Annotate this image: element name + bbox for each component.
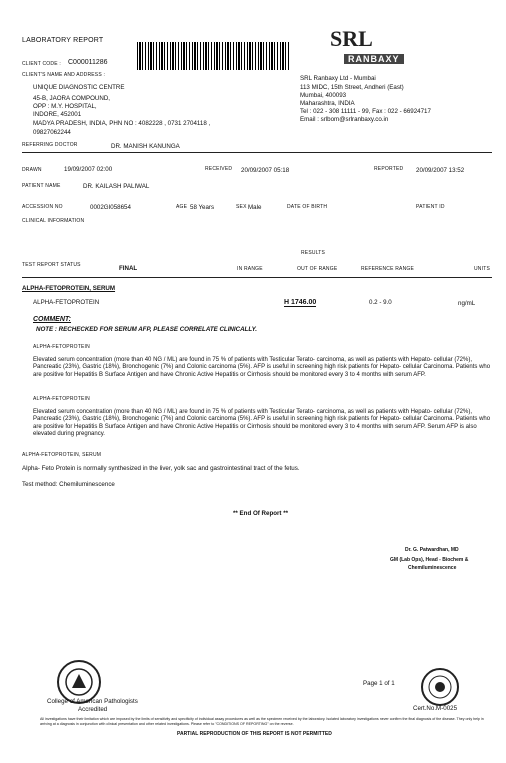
received-date: 20/09/2007 05:18 — [241, 167, 290, 174]
drawn-label: DRAWN — [22, 167, 42, 173]
signatory-title: GM (Lab Ops), Head - Biochem & — [390, 557, 469, 563]
in-range-col: IN RANGE — [237, 266, 263, 272]
lab-address-line: Maharashtra, INDIA — [300, 100, 355, 107]
page-indicator: Page 1 of 1 — [363, 680, 395, 687]
sex-label: SEX — [236, 204, 247, 210]
report-title: LABORATORY REPORT — [22, 37, 104, 44]
disclaimer: All investigations have their limitation which are imposed by the limits of sensitivity and specificity of individual assay procedures as well as the specimen received by the laboratory. Isolated laboratory investigations never confirm the final diagnosis of the disease. They only help in arriving at a diagnosis in conjunction with clinical presentation and other related investigations. Please refer to "CONDITIONS OF REPORTING" on the reverse. — [40, 717, 484, 726]
out-of-range-col: OUT OF RANGE — [297, 266, 338, 272]
address-line: MADYA PRADESH, INDIA, PHN NO : 4082228 , 0731 2704118 , — [33, 120, 211, 127]
results-label: RESULTS — [301, 250, 326, 256]
divider — [22, 152, 492, 153]
patient-name: DR. KAILASH PALIWAL — [83, 183, 150, 190]
lab-address-line: Email : srlbom@srlranbaxy.co.in — [300, 116, 389, 123]
age-label: AGE — [176, 204, 188, 210]
test-unit: ng/mL — [458, 300, 476, 307]
address-line: 45-B, JAORA COMPOUND, — [33, 95, 111, 102]
reported-label: REPORTED — [374, 166, 404, 172]
received-label: RECEIVED — [205, 166, 233, 172]
accession-label: ACCESSION NO — [22, 204, 63, 210]
referring-doctor-label: REFERRING DOCTOR — [22, 142, 78, 148]
report-status: FINAL — [119, 265, 138, 272]
address-line: 09827062244 — [33, 129, 71, 136]
sex: Male — [248, 204, 262, 211]
client-code-label: CLIENT CODE : — [22, 61, 61, 67]
signatory-title: Chemiluminescence — [408, 565, 457, 571]
address-line: INDORE, 452001 — [33, 111, 82, 118]
end-of-report: ** End Of Report ** — [233, 510, 289, 517]
barcode — [137, 42, 289, 70]
referring-doctor: DR. MANISH KANUNGA — [111, 143, 180, 150]
address-line: OPP : M.Y. HOSPITAL, — [33, 103, 97, 110]
client-name-label: CLIENT'S NAME AND ADDRESS : — [22, 72, 106, 78]
status-label: TEST REPORT STATUS — [22, 262, 81, 268]
cert-number: Cert.No.M-0025 — [413, 705, 458, 712]
test-method: Test method: Chemiluminescence — [22, 481, 115, 488]
subheading: ALPHA-FETOPROTEIN — [33, 396, 90, 402]
age: 58 Years — [190, 204, 215, 211]
accession-number: 0002GI058654 — [90, 204, 131, 211]
interpretation-paragraph: Elevated serum concentration (more than 40 NG / ML) are found in 75 % of patients with Testicular Terato- carcinoma, as well as patients with Hepato- cellular (72%), Pancreatic (23%), Gastric (18%), Bronchogenic (7%) and Colonic carcinoma (5%). AFP is useful in screening high risk patients for Hepato- cellular Carcinoma. Patients who are positive for Hepatitis B Surface Antigen and have Chronic Active Hepatitis or Cirrhosis should be monitored every 3 to 4 months with serum AFP. — [33, 357, 491, 378]
patient-id-label: PATIENT ID — [416, 204, 445, 210]
signatory-name: Dr. G. Patwardhan, MD — [405, 547, 459, 553]
reference-range-col: REFERENCE RANGE — [361, 266, 415, 272]
interpretation-paragraph: Elevated serum concentration (more than 40 NG / ML) are found in 75 % of patients with Testicular Terato- carcinoma, as well as patients with Hepato- cellular (72%), Pancreatic (23%), Gastric (18%), Bronchogenic (7%) and Colonic carcinoma (5%). AFP is useful in screening high risk patients for Hepato- cellular Carcinoma. Patients who are positive for Hepatitis B Surface Antigen and have Chronic Active Hepatitis or Cirrhosis should be monitored every 3 to 4 months with serum AFP. Serum AFP is also elevated during pregnancy. — [33, 409, 491, 437]
lab-address-line: Tel : 022 - 308 11111 - 99, Fax : 022 - 66924717 — [300, 108, 431, 115]
subheading: ALPHA-FETOPROTEIN, SERUM — [22, 452, 102, 458]
subheading: ALPHA-FETOPROTEIN — [33, 344, 90, 350]
lab-address-line: SRL Ranbaxy Ltd - Mumbai — [300, 75, 376, 82]
cap-line: Accredited — [78, 706, 108, 713]
accreditation-seal-icon — [421, 668, 459, 706]
ranbaxy-logo: RANBAXY — [344, 54, 404, 64]
address-line: UNIQUE DIAGNOSTIC CENTRE — [33, 84, 125, 91]
divider — [22, 277, 492, 278]
reproduction-notice: PARTIAL REPRODUCTION OF THIS REPORT IS NOT PERMITTED — [177, 731, 332, 737]
test-reference: 0.2 - 9.0 — [369, 299, 392, 306]
test-name: ALPHA-FETOPROTEIN — [33, 299, 100, 306]
reported-date: 20/09/2007 13:52 — [416, 167, 465, 174]
dob-label: DATE OF BIRTH — [287, 204, 328, 210]
clinical-note: NOTE : RECHECKED FOR SERUM AFP, PLEASE CORRELATE CLINICALLY. — [36, 326, 257, 333]
method-note: Alpha- Feto Protein is normally synthesized in the liver, yolk sac and gastrointestinal tract of the fetus. — [22, 465, 300, 472]
client-code: C000011286 — [68, 59, 108, 66]
srl-logo: SRL — [330, 26, 373, 51]
test-result-value: H 1746.00 — [284, 299, 317, 306]
clinical-info-label: CLINICAL INFORMATION — [22, 218, 85, 224]
comment-label: COMMENT: — [33, 316, 71, 323]
cap-line: College of American Pathologists — [47, 698, 138, 705]
test-section-title: ALPHA-FETOPROTEIN, SERUM — [22, 285, 116, 292]
patient-name-label: PATIENT NAME — [22, 183, 61, 189]
lab-address-line: Mumbai, 400093 — [300, 92, 347, 99]
lab-address-line: 113 MIDC, 15th Street, Andheri (East) — [300, 84, 404, 91]
units-col: UNITS — [474, 266, 490, 272]
drawn-date: 19/09/2007 02:00 — [64, 166, 113, 173]
